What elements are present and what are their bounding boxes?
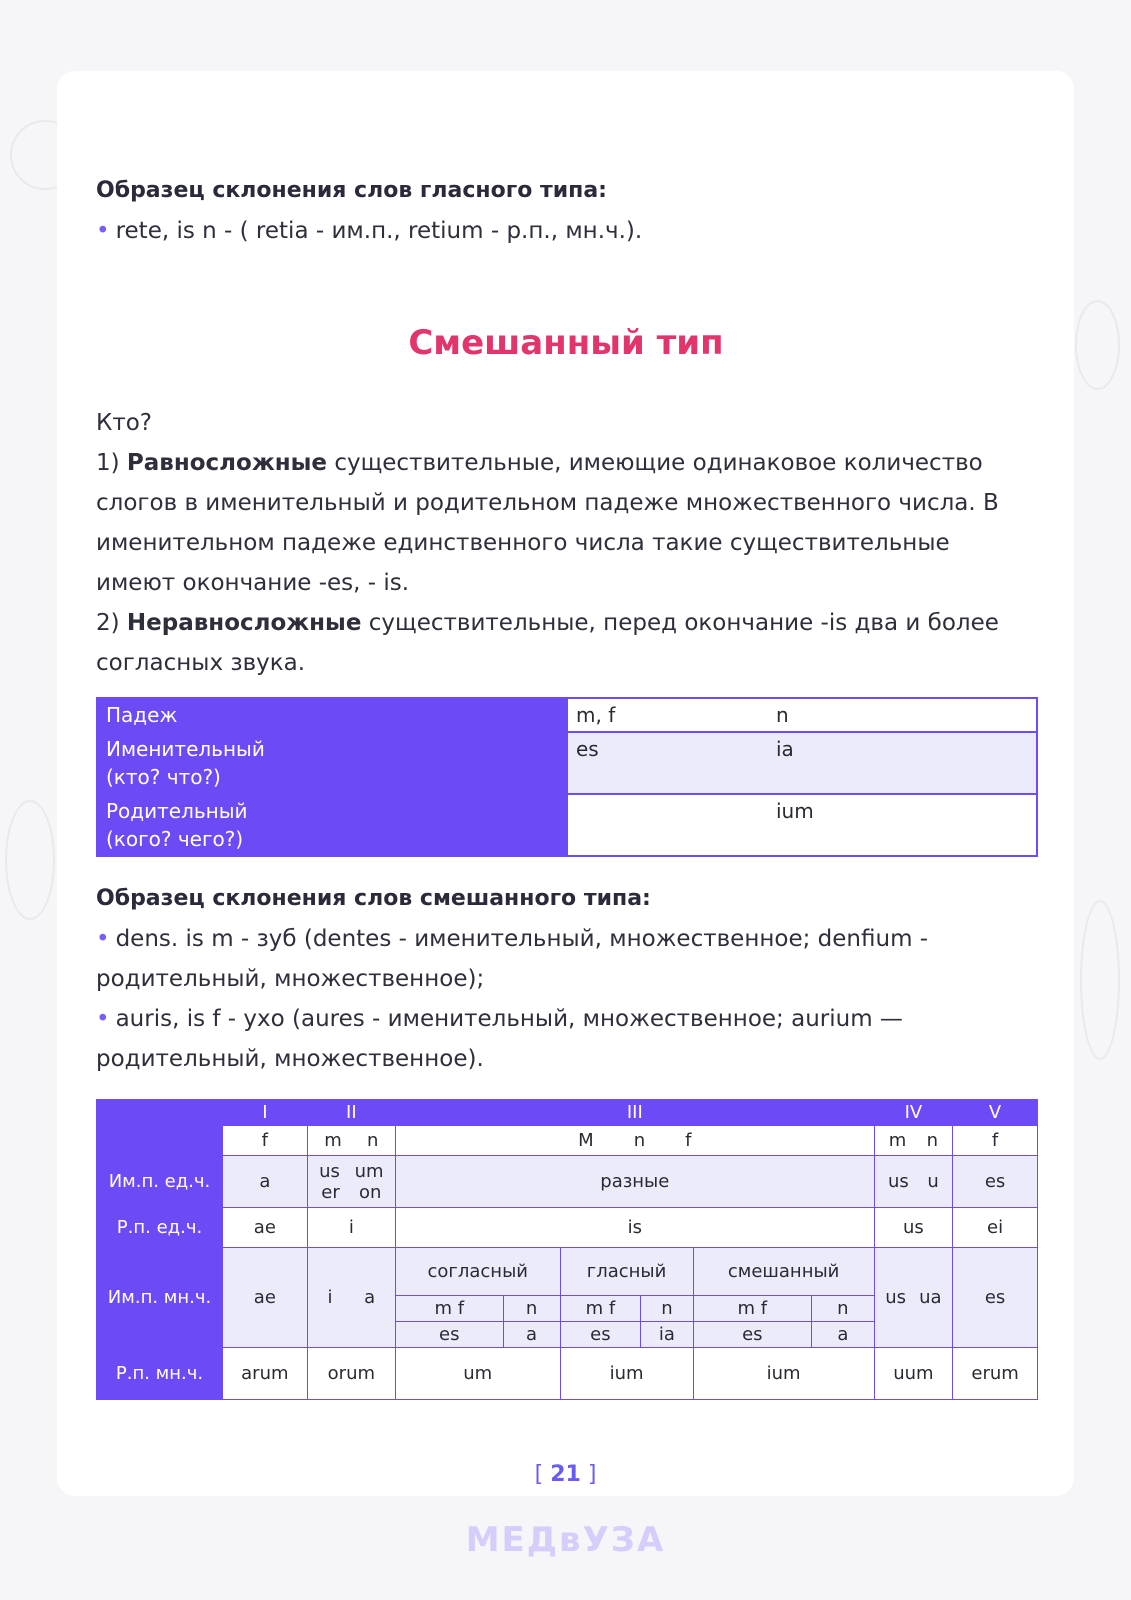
bullet-icon: •: [96, 926, 110, 952]
case-label: Именительный: [106, 737, 265, 761]
table-header-case: Падеж: [97, 698, 567, 732]
point-1-text: существительные, имеющие одинаковое количество слогов в именительный и родительном падеже множественного числа. В именительном падеже единственного числа такие существительные имеют окончание -es, - is.: [96, 450, 999, 596]
ending-cell: erum: [953, 1348, 1038, 1400]
case-genitive: [97, 794, 567, 856]
brand-logo: МЕДвУЗА: [465, 1520, 666, 1560]
gender-cell: f: [223, 1126, 308, 1156]
ending-cell: is: [395, 1208, 874, 1248]
table-row: [97, 1126, 1038, 1156]
declension-table: [96, 1099, 1038, 1400]
point-1: [96, 443, 1036, 603]
bracket-close: ]: [587, 1462, 597, 1487]
ending-cell: orum: [307, 1348, 395, 1400]
vowel-sample-line: [96, 211, 1036, 251]
ending: on: [358, 1181, 382, 1203]
gender-cell: [874, 1126, 953, 1156]
table-header-gender: [567, 698, 1037, 732]
table-row: [97, 794, 1037, 856]
type-header: гласный: [560, 1248, 693, 1296]
case-question: (кто? что?): [106, 765, 221, 789]
type-header: смешанный: [693, 1248, 874, 1296]
ending-cell: ia: [641, 1322, 693, 1348]
gender-cell: n: [503, 1296, 560, 1322]
vowel-sample-heading: Образец склонения слов гласного типа:: [96, 178, 607, 203]
section-title: Смешанный тип: [408, 323, 724, 363]
page-number-value: 21: [550, 1462, 581, 1487]
intro-block: [96, 403, 1036, 683]
ending-cell: [307, 1156, 395, 1208]
point-1-term: Равносложные: [126, 450, 328, 476]
gender: f: [685, 1130, 692, 1151]
ending: u: [927, 1171, 939, 1192]
bracket-open: [: [534, 1462, 544, 1487]
table-row: [97, 1248, 1038, 1296]
point-2-term: Неравносложные: [126, 610, 362, 636]
point-1-number: 1): [96, 450, 120, 476]
background-doodle: [5, 800, 55, 920]
ending-cell: i: [307, 1208, 395, 1248]
gender-cell: [307, 1126, 395, 1156]
mixed-sample-text-2: auris, is f - ухо (aures - именительный, множественное; aurium — родительный, множественное).: [96, 1006, 903, 1072]
ending-cell: [874, 1156, 953, 1208]
who-question: Кто?: [96, 410, 153, 436]
decl-header: V: [953, 1100, 1038, 1126]
bullet-icon: •: [96, 1006, 110, 1032]
gender-cell: n: [812, 1296, 875, 1322]
decl-header: II: [307, 1100, 395, 1126]
gender: n: [633, 1130, 646, 1151]
point-2: [96, 603, 1036, 683]
ending-cell: a: [812, 1322, 875, 1348]
gender: n: [926, 1130, 939, 1151]
gender: m: [888, 1130, 907, 1151]
ending-cell: um: [395, 1348, 560, 1400]
decl-header: I: [223, 1100, 308, 1126]
case-nominative: [97, 732, 567, 794]
bullet-icon: •: [96, 218, 110, 244]
page-card: [57, 71, 1074, 1496]
row-label: Им.п. ед.ч.: [97, 1156, 223, 1208]
nominative-endings: [567, 732, 1037, 794]
row-label: Р.п. ед.ч.: [97, 1208, 223, 1248]
mixed-sample-heading: Образец склонения слов смешанного типа:: [96, 886, 651, 911]
ending: ua: [919, 1287, 942, 1308]
ending-cell: разные: [395, 1156, 874, 1208]
ending-cell: [307, 1248, 395, 1348]
ending: er: [321, 1181, 340, 1203]
ending-cell: us: [874, 1208, 953, 1248]
vowel-sample-text: rete, is n - ( retia - им.п., retium - р.п., мн.ч.).: [115, 218, 643, 244]
gender-cell: m f: [693, 1296, 811, 1322]
ending-cell: uum: [874, 1348, 953, 1400]
ending-cell: arum: [223, 1348, 308, 1400]
case-endings-table: [96, 697, 1038, 857]
ending-cell: es: [560, 1322, 641, 1348]
table-row: [97, 1348, 1038, 1400]
ending-cell: es: [953, 1156, 1038, 1208]
ending-cell: es: [953, 1248, 1038, 1348]
gender-cell: f: [953, 1126, 1038, 1156]
genitive-endings: [567, 794, 1037, 856]
mixed-sample-line-2: [96, 999, 1036, 1079]
page-content: [96, 171, 1036, 1400]
ending-cell: ei: [953, 1208, 1038, 1248]
point-2-number: 2): [96, 610, 120, 636]
gender-cell: m f: [395, 1296, 503, 1322]
ending: us: [885, 1287, 907, 1308]
decl-header: IV: [874, 1100, 953, 1126]
gender-n: n: [776, 703, 789, 727]
ending: us: [319, 1160, 340, 1182]
table-row: [97, 1156, 1038, 1208]
row-label: Р.п. мн.ч.: [97, 1348, 223, 1400]
table-row: [97, 698, 1037, 732]
case-label: Родительный: [106, 799, 248, 823]
row-label: Им.п. мн.ч.: [97, 1248, 223, 1348]
table-row: [97, 1208, 1038, 1248]
gender-cell: m f: [560, 1296, 641, 1322]
ending: a: [364, 1287, 376, 1308]
mixed-sample-line-1: [96, 919, 1036, 999]
decl-header: III: [395, 1100, 874, 1126]
ending-cell: ae: [223, 1248, 308, 1348]
ending-all: ium: [776, 799, 814, 823]
gender-cell: n: [641, 1296, 693, 1322]
mixed-sample-text-1: dens. is m - зуб (dentes - именительный, множественное; denfium - родительный, множественное);: [96, 926, 929, 992]
ending-cell: a: [503, 1322, 560, 1348]
case-question: (кого? чего?): [106, 827, 244, 851]
gender: m: [324, 1130, 342, 1151]
gender: M: [578, 1130, 594, 1151]
type-header: согласный: [395, 1248, 560, 1296]
gender-cell: [395, 1126, 874, 1156]
gender: n: [366, 1130, 379, 1151]
point-2-text: существительные, перед окончание -is два и более согласных звука.: [96, 610, 999, 676]
table-row: [97, 1100, 1038, 1126]
ending-cell: [874, 1248, 953, 1348]
ending-cell: ae: [223, 1208, 308, 1248]
corner-cell: [97, 1100, 223, 1156]
ending: um: [354, 1160, 384, 1182]
ending-cell: es: [693, 1322, 811, 1348]
gender-mf: m, f: [576, 703, 616, 727]
ending: us: [887, 1171, 909, 1192]
ending-cell: es: [395, 1322, 503, 1348]
ending-cell: a: [223, 1156, 308, 1208]
ending: i: [327, 1287, 333, 1308]
ending-mf: es: [576, 737, 599, 761]
ending-cell: ium: [693, 1348, 874, 1400]
ending-n: ia: [776, 737, 794, 761]
table-row: [97, 732, 1037, 794]
ending-cell: ium: [560, 1348, 693, 1400]
page-number: [0, 1462, 1131, 1487]
background-doodle: [1075, 300, 1120, 390]
background-doodle: [1080, 900, 1120, 1060]
